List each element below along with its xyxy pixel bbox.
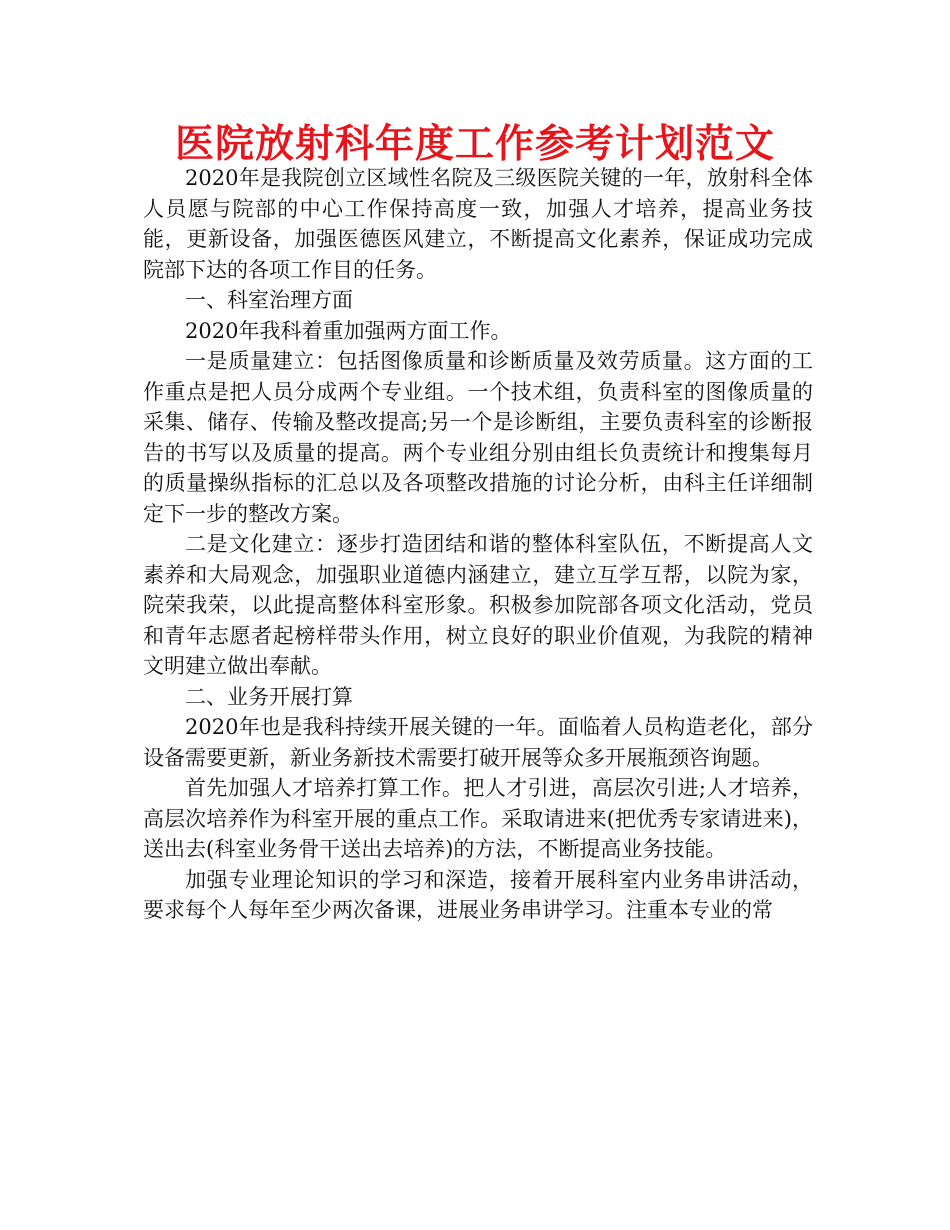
- document-title: 医院放射科年度工作参考计划范文: [174, 122, 775, 167]
- document-body: [143, 163, 813, 926]
- paragraph-intro: 2020年是我院创立区域性名院及三级医院关键的一年，放射科全体人员愿与院部的中心工作保持高度一致，加强人才培养，提高业务技能，更新设备，加强医德医风建立，不断提高文化素养，保证成功完成院部下达的各项工作目的任务。: [143, 166, 813, 282]
- paragraph: 2020年也是我科持续开展关键的一年。面临着人员构造老化，部分设备需要更新，新业务新技术需要打破开展等众多开展瓶颈咨询题。: [143, 715, 813, 770]
- paragraph: 加强专业理论知识的学习和深造，接着开展科室内业务串讲活动，要求每个人每年至少两次备课，进展业务串讲学习。注重本专业的常: [143, 867, 813, 922]
- paragraph: 二是文化建立：逐步打造团结和谐的整体科室队伍，不断提高人文素养和大局观念，加强职业道德内涵建立，建立互学互帮，以院为家，院荣我荣，以此提高整体科室形象。积极参加院部各项文化活动，党员和青年志愿者起榜样带头作用，树立良好的职业价值观，为我院的精神文明建立做出奉献。: [143, 532, 813, 678]
- paragraph: 一是质量建立：包括图像质量和诊断质量及效劳质量。这方面的工作重点是把人员分成两个专业组。一个技术组，负责科室的图像质量的采集、储存、传输及整改提高;另一个是诊断组，主要负责科室的诊断报告的书写以及质量的提高。两个专业组分别由组长负责统计和搜集每月的质量操纵指标的汇总以及各项整改措施的讨论分析，由科主任详细制定下一步的整改方案。: [143, 349, 813, 526]
- section-heading-2: 二、业务开展打算: [185, 684, 353, 709]
- paragraph: 首先加强人才培养打算工作。把人才引进，高层次引进;人才培养，高层次培养作为科室开展的重点工作。采取请进来(把优秀专家请进来)，送出去(科室业务骨干送出去培养)的方法，不断提高业务技能。: [143, 776, 813, 861]
- paragraph: 2020年我科着重加强两方面工作。: [185, 318, 512, 343]
- section-heading-1: 一、科室治理方面: [185, 288, 353, 312]
